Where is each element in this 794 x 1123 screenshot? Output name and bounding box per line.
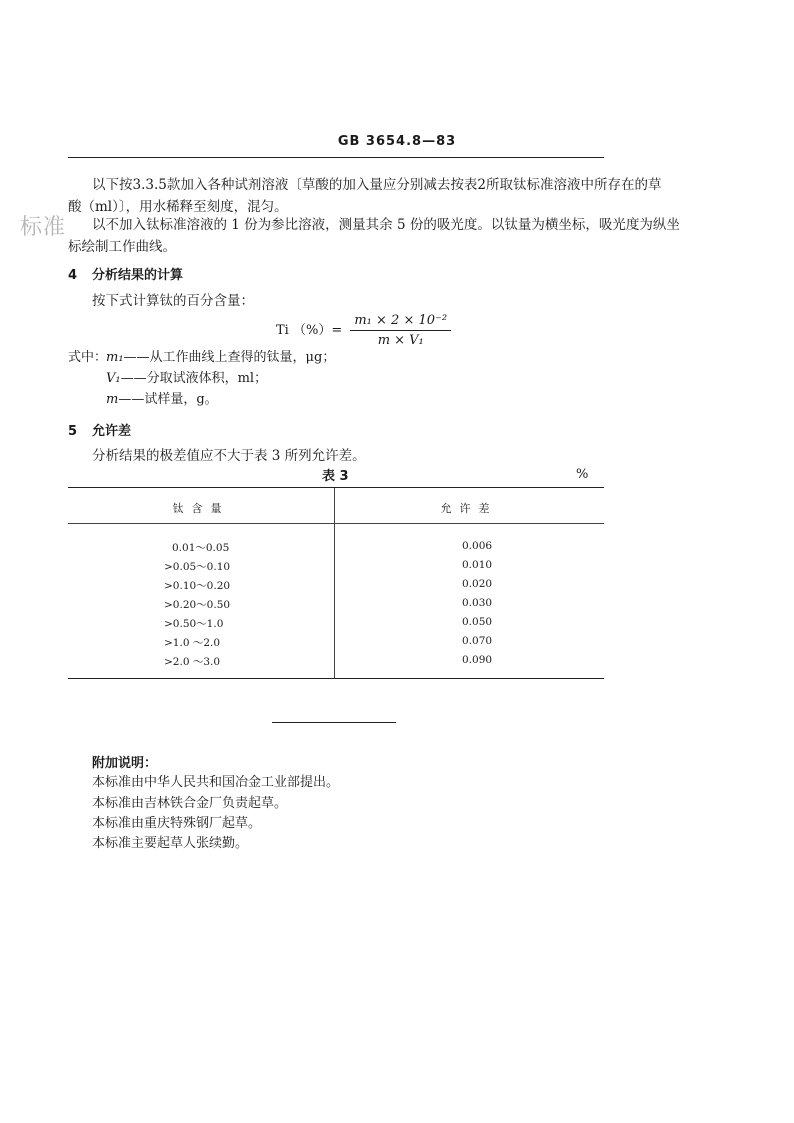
header-rule [68, 157, 604, 158]
table-row-4-range: >0.20～0.50 [164, 599, 231, 611]
definition-symbol: V₁ [106, 371, 121, 386]
table-3-unit: % [576, 467, 589, 482]
table-row-6-range: >1.0 ～2.0 [164, 637, 221, 649]
table-3-caption: 表 3 [322, 469, 349, 484]
where-label: 式中： [68, 350, 108, 365]
watermark-stamp: 标准 [20, 215, 67, 240]
ti-percent-formula [276, 313, 451, 348]
table-row-5-tolerance: 0.050 [462, 616, 493, 628]
section-4-title: 分析结果的计算 [92, 268, 184, 283]
definition-symbol: m₁ [106, 350, 124, 365]
section-5-heading [68, 420, 131, 439]
definition-m1 [106, 347, 335, 368]
definition-symbol: m [106, 392, 119, 407]
table-row-4-tolerance: 0.030 [462, 597, 493, 609]
definition-m [106, 389, 218, 410]
section-5-number: 5 [68, 424, 78, 439]
table-row-2-tolerance: 0.010 [462, 559, 493, 571]
formula-lhs: Ti （%）= [276, 323, 343, 338]
notes-line-3: 本标准由重庆特殊钢厂起草。 [92, 816, 262, 831]
end-of-text-rule [272, 722, 396, 723]
section-4-heading [68, 264, 183, 283]
table-bottom-rule [68, 678, 604, 679]
notes-line-4: 本标准主要起草人张续勤。 [92, 836, 249, 851]
section-4-intro: 按下式计算钛的百分含量： [92, 293, 254, 309]
table-row-6-tolerance: 0.070 [462, 635, 493, 647]
table-header-titanium-content: 钛含量 [172, 502, 230, 515]
table-row-1-tolerance: 0.006 [462, 540, 493, 552]
para2-line2: 标绘制工作曲线。 [68, 239, 176, 255]
notes-title: 附加说明： [92, 756, 158, 771]
para1-line1: 以下按3.3.5款加入各种试剂溶液〔草酸的加入量应分别减去按表2所取钛标准溶液中所存在的草 [92, 177, 662, 193]
table-row-1-range: 0.01～0.05 [172, 542, 230, 554]
section-5-title: 允许差 [92, 424, 132, 439]
table-row-7-tolerance: 0.090 [462, 654, 493, 666]
standard-code: GB 3654.8—83 [337, 134, 457, 149]
formula-denominator: m × V₁ [377, 333, 424, 348]
notes-line-1: 本标准由中华人民共和国冶金工业部提出。 [92, 775, 340, 790]
notes-line-2: 本标准由吉林铁合金厂负责起草。 [92, 796, 288, 811]
para2-line1: 以不加入钛标准溶液的 1 份为参比溶液，测量其余 5 份的吸光度。以钛量为横坐标，吸光度为纵坐 [92, 217, 680, 233]
definition-text: ——分取试液体积，ml； [120, 371, 268, 386]
section-5-intro: 分析结果的极差值应不大于表 3 所列允许差。 [92, 448, 366, 464]
formula-fraction [350, 313, 451, 348]
table-row-3-tolerance: 0.020 [462, 578, 493, 590]
table-column-divider [334, 488, 335, 678]
section-4-number: 4 [68, 268, 78, 283]
table-row-5-range: >0.50～1.0 [164, 618, 224, 630]
table-row-2-range: >0.05～0.10 [164, 561, 231, 573]
table-header-tolerance: 允许差 [440, 502, 498, 515]
table-row-3-range: >0.10～0.20 [164, 580, 231, 592]
formula-numerator: m₁ × 2 × 10⁻² [350, 313, 451, 331]
para1-line2: 酸（ml）〕，用水稀释至刻度，混匀。 [68, 199, 288, 215]
definition-v1 [106, 368, 267, 389]
table-top-rule [68, 487, 604, 488]
table-header-rule [68, 523, 604, 524]
definition-text: ——试样量，g。 [118, 392, 218, 407]
definition-text: ——从工作曲线上查得的钛量，μg； [123, 350, 336, 365]
table-row-7-range: >2.0 ～3.0 [164, 656, 221, 668]
